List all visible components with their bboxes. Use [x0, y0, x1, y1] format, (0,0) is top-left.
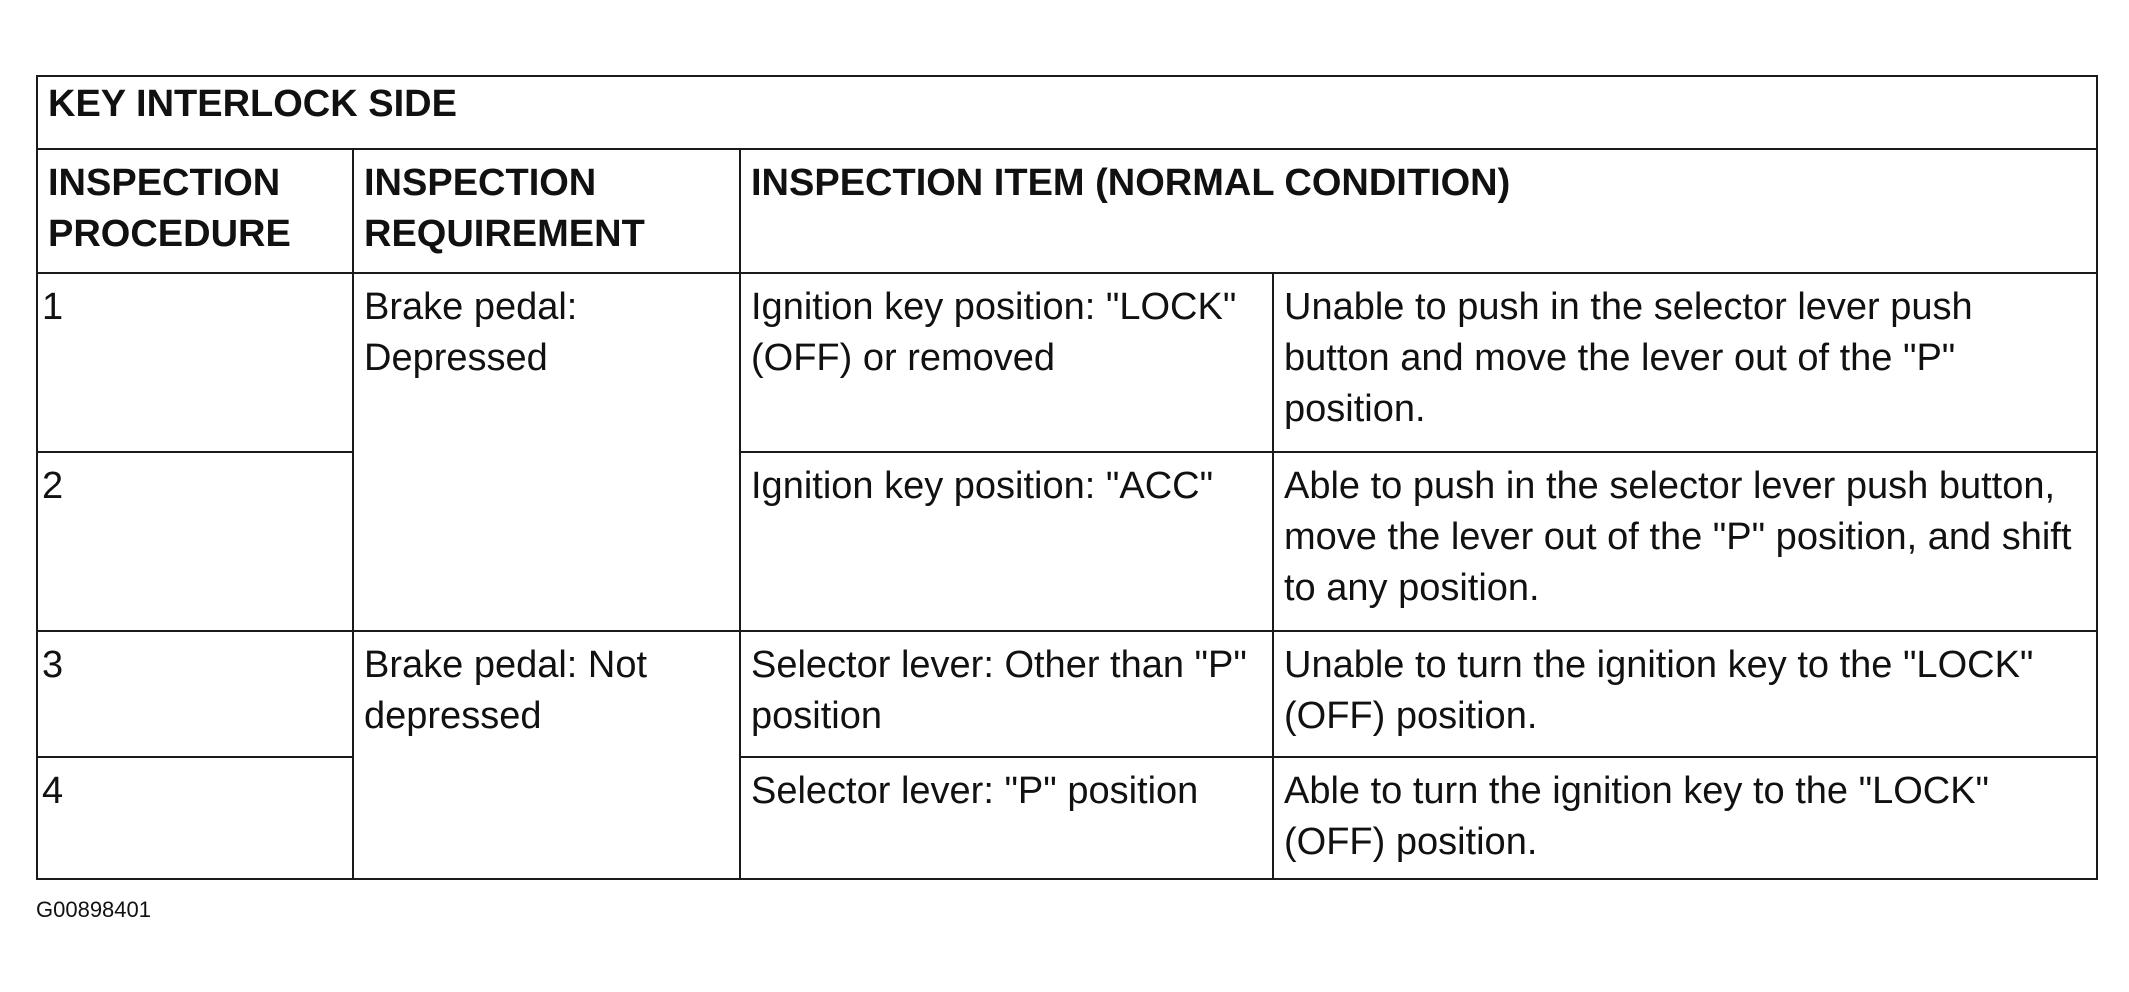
procedure-cell: 4 — [37, 757, 353, 879]
header-inspection-procedure: INSPECTION PROCEDURE — [37, 149, 353, 273]
inspection-item-cell: Ignition key position: "ACC" — [740, 452, 1273, 631]
table-title-row — [37, 76, 2097, 149]
key-interlock-table — [36, 75, 2098, 880]
requirement-cell: Brake pedal: Depressed — [353, 273, 740, 631]
procedure-cell: 2 — [37, 452, 353, 631]
normal-condition-cell: Unable to push in the selector lever push button and move the lever out of the "P" position. — [1273, 273, 2097, 452]
header-inspection-requirement: INSPECTION REQUIREMENT — [353, 149, 740, 273]
requirement-cell: Brake pedal: Not depressed — [353, 631, 740, 879]
normal-condition-cell: Able to turn the ignition key to the "LOCK" (OFF) position. — [1273, 757, 2097, 879]
normal-condition-cell: Able to push in the selector lever push button, move the lever out of the "P" position, and shift to any position. — [1273, 452, 2097, 631]
inspection-item-cell: Selector lever: Other than "P" position — [740, 631, 1273, 757]
inspection-item-cell: Ignition key position: "LOCK" (OFF) or removed — [740, 273, 1273, 452]
table-title: KEY INTERLOCK SIDE — [37, 76, 2097, 149]
procedure-cell: 3 — [37, 631, 353, 757]
table-row — [37, 631, 2097, 757]
normal-condition-cell: Unable to turn the ignition key to the "LOCK" (OFF) position. — [1273, 631, 2097, 757]
table-header-row — [37, 149, 2097, 273]
table-row — [37, 452, 2097, 631]
table-row — [37, 273, 2097, 452]
table-row — [37, 757, 2097, 879]
header-inspection-item: INSPECTION ITEM (NORMAL CONDITION) — [740, 149, 2097, 273]
inspection-item-cell: Selector lever: "P" position — [740, 757, 1273, 879]
figure-code: G00898401 — [36, 897, 151, 922]
procedure-cell: 1 — [37, 273, 353, 452]
